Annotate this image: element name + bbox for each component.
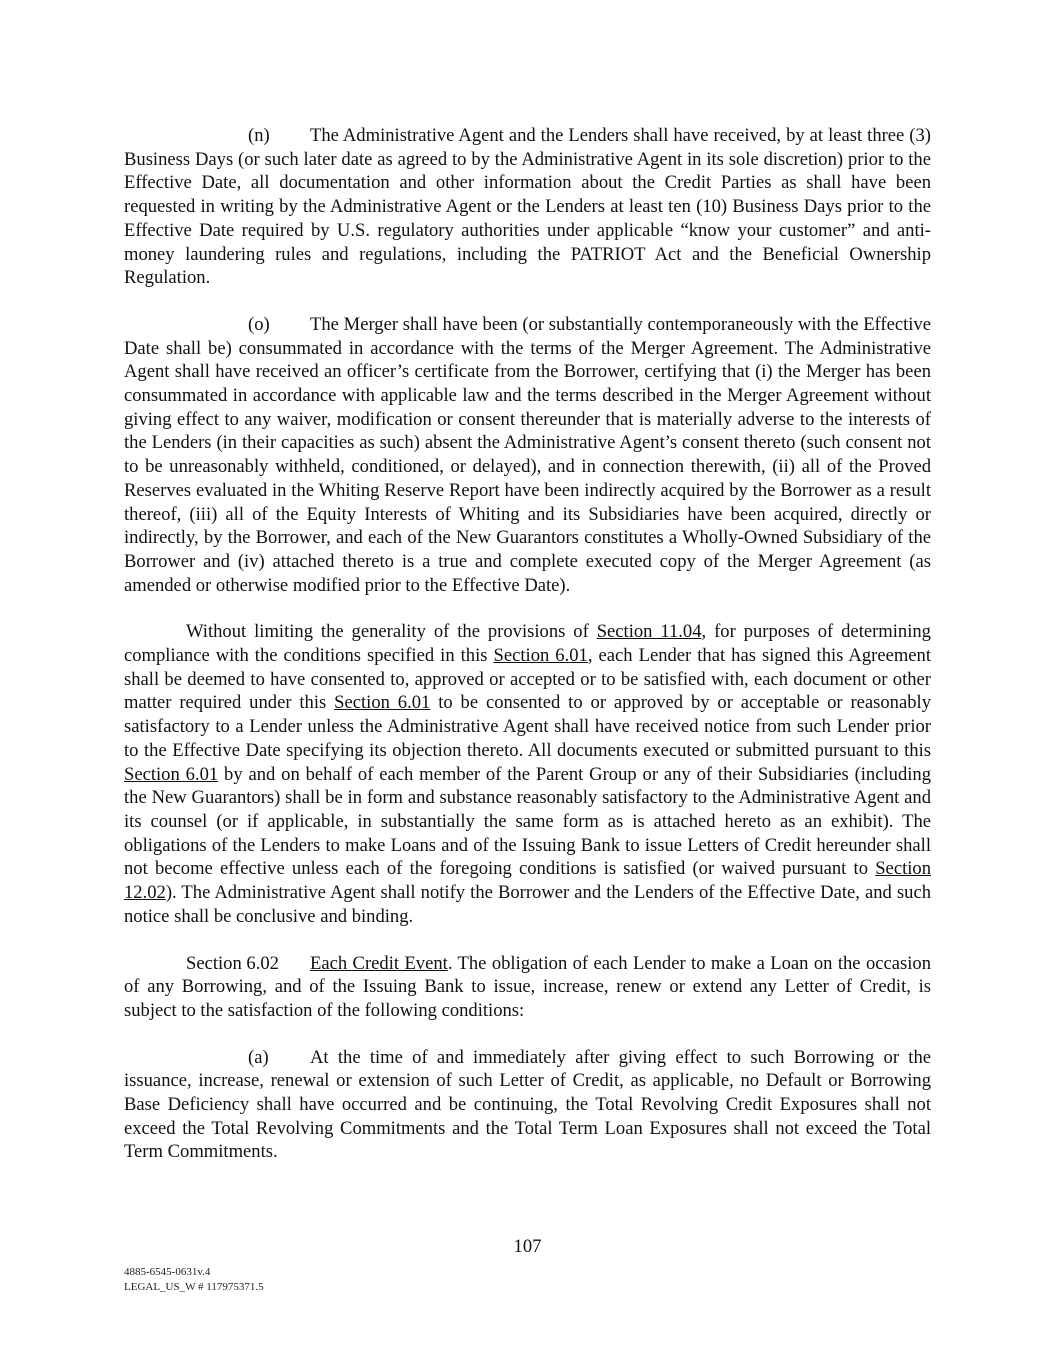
- document-footer: [124, 1265, 264, 1295]
- closing-text-4: to be consented to or approved by or acceptable or reasonably satisfactory to a Lender unless the Administrative Agent shall have received notice from such Lender prior to the Effective Date specifying its objection thereto. All documents executed or submitted pursuant to this: [124, 692, 931, 761]
- closing-text-6: ). The Administrative Agent shall notify the Borrower and the Lenders of the Effective Date, and such notice shall be conclusive and binding.: [124, 882, 931, 927]
- section-reference-12-02: Section 12.02: [124, 858, 931, 904]
- paragraph-o: [124, 313, 931, 597]
- page-number: 107: [513, 1236, 542, 1257]
- section-heading: Each Credit Event: [310, 952, 448, 974]
- paragraph-marker-o: (o): [248, 313, 270, 335]
- section-6-02: [124, 952, 931, 1023]
- paragraph-a-text: At the time of and immediately after giving effect to such Borrowing or the issuance, increase, renewal or extension of such Letter of Credit, as applicable, no Default or Borrowing Base Deficiency shall have occurred and be continuing, the Total Revolving Credit Exposures shall not exceed the Total Revolving Commitments and the Total Term Loan Exposures shall not exceed the Total Term Commitments.: [124, 1046, 931, 1163]
- closing-paragraph: [124, 620, 931, 928]
- paragraph-a: [124, 1046, 931, 1165]
- section-reference-6-01: Section 6.01: [124, 763, 219, 785]
- section-reference-6-01: Section 6.01: [493, 645, 588, 667]
- paragraph-marker-n: (n): [248, 125, 270, 146]
- section-6-02-text: . The obligation of each Lender to make a Loan on the occasion of any Borrowing, and of the Issuing Bank to issue, increase, renew or extend any Letter of Credit, is subject to the satisfaction of the following conditions:: [124, 952, 931, 1021]
- paragraph-n: [124, 124, 931, 290]
- document-body: [124, 124, 931, 1187]
- closing-text-5: by and on behalf of each member of the Parent Group or any of their Subsidiaries (including the New Guarantors) shall be in form and substance reasonably satisfactory to the Administrative Agent and its counsel (or if applicable, in substantially the same form as is attached hereto as an exhibit). The obligations of the Lenders to make Loans and of the Issuing Bank to issue Letters of Credit hereunder shall not become effective unless each of the foregoing conditions is satisfied (or waived pursuant to: [124, 763, 931, 880]
- closing-text-1: Without limiting the generality of the provisions of: [186, 621, 597, 643]
- closing-text-3: , each Lender that has signed this Agreement shall be deemed to have consented to, approved or accepted or to be satisfied with, each document or other matter required under this: [124, 645, 931, 714]
- section-reference-11-04: Section 11.04: [596, 621, 702, 643]
- section-reference-6-01: Section 6.01: [334, 692, 431, 714]
- footer-legal-id: LEGAL_US_W # 117975371.5: [124, 1281, 264, 1293]
- paragraph-marker-a: (a): [248, 1046, 269, 1068]
- paragraph-o-text: The Merger shall have been (or substantially contemporaneously with the Effective Date shall be) consummated in accordance with the terms of the Merger Agreement. The Administrative Agent shall have received an officer’s certificate from the Borrower, certifying that (i) the Merger has been consummated in accordance with applicable law and the terms described in the Merger Agreement without giving effect to any waiver, modification or consent thereunder that is materially adverse to the interests of the Lenders (in their capacities as such) absent the Administrative Agent’s consent thereto (such consent not to be unreasonably withheld, conditioned, or delayed), and in connection therewith, (ii) all of the Proved Reserves evaluated in the Whiting Reserve Report have been indirectly acquired by the Borrower as a result thereof, (iii) all of the Equity Interests of Whiting and its Subsidiaries have been acquired, directly or indirectly, by the Borrower, and each of the New Guarantors constitutes a Wholly-Owned Subsidiary of the Borrower and (iv) attached thereto is a true and complete executed copy of the Merger Agreement (as amended or otherwise modified prior to the Effective Date).: [124, 313, 931, 596]
- paragraph-n-text: The Administrative Agent and the Lenders shall have received, by at least three (3) Business Days (or such later date as agreed to by the Administrative Agent in its sole discretion) prior to the Effective Date, all documentation and other information about the Credit Parties as shall have been requested in writing by the Administrative Agent or the Lenders at least ten (10) Business Days prior to the Effective Date required by U.S. regulatory authorities under applicable “know your customer” and anti-money laundering rules and regulations, including the PATRIOT Act and the Beneficial Ownership Regulation.: [124, 125, 931, 289]
- footer-doc-id: 4885-6545-0631v.4: [124, 1266, 211, 1278]
- closing-text-2: , for purposes of determining compliance with the conditions specified in this: [124, 621, 931, 667]
- section-number: Section 6.02: [186, 952, 279, 974]
